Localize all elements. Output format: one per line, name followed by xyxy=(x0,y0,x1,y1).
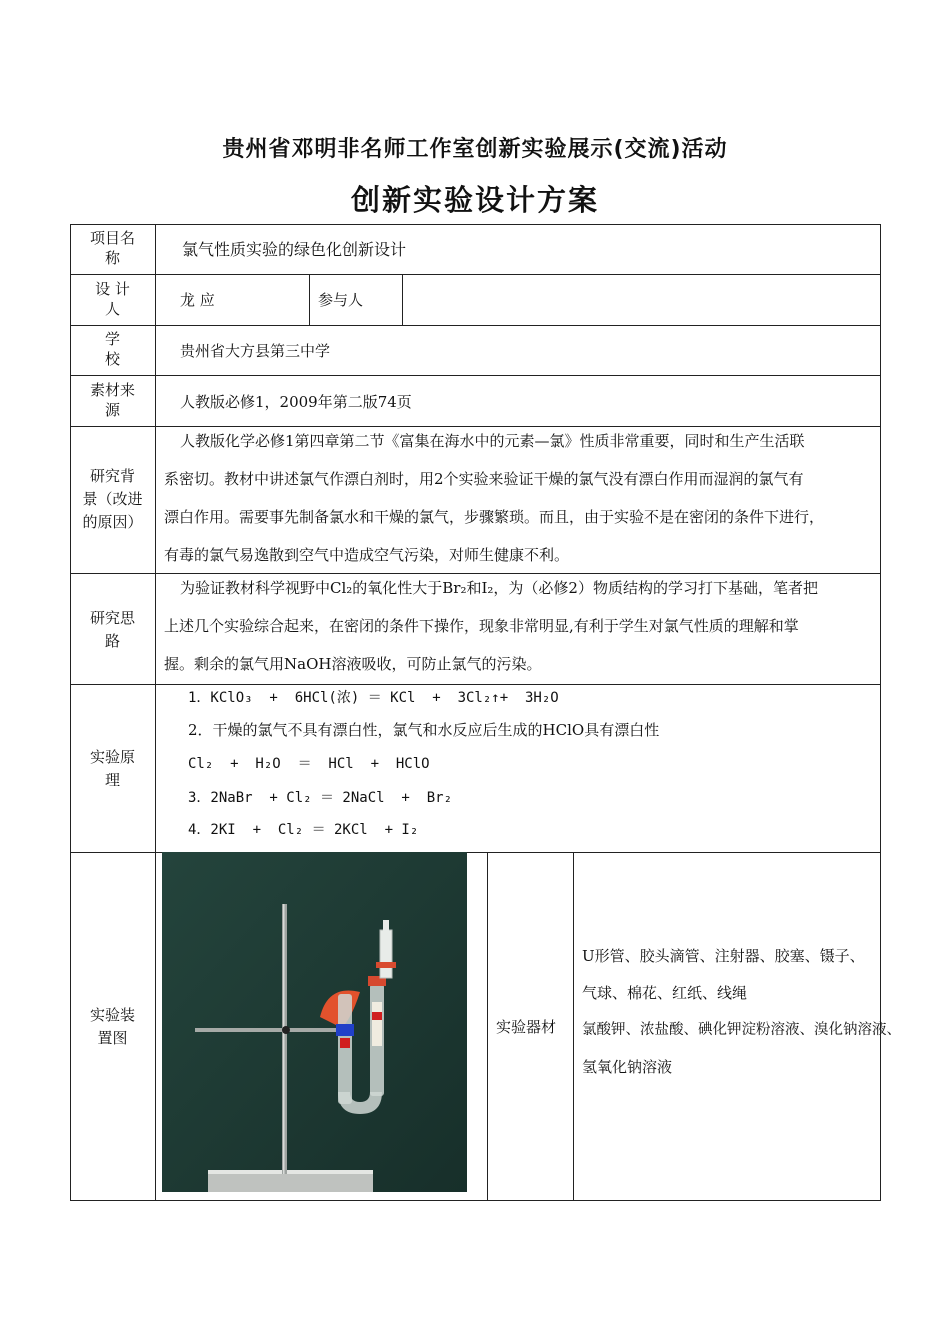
page-title: 贵州省邓明非名师工作室创新实验展示(交流)活动 xyxy=(222,137,728,162)
text-line: 上述几个实验综合起来，在密闭的条件下操作，现象非常明显,有利于学生对氯气性质的理解和掌 xyxy=(164,617,799,635)
row-divider xyxy=(70,274,881,275)
text-approach xyxy=(164,569,874,683)
value-designer: 龙 应 xyxy=(180,291,215,309)
text-background xyxy=(164,422,874,574)
label-apparatus: 实验装 置图 xyxy=(89,1006,135,1047)
label-participant: 参与人 xyxy=(318,291,364,309)
label-materials: 实验器材 xyxy=(496,1018,557,1036)
apparatus-photo xyxy=(162,852,467,1192)
formula-4: 4．2KI + Cl₂ ＝ 2KCl + I₂ xyxy=(188,822,419,838)
formula-2: Cl₂ + H₂O ＝ HCl + HClO xyxy=(188,756,430,772)
blue-tape-icon xyxy=(336,1024,354,1036)
text-line: 漂白作用。需要事先制备氯水和干燥的氯气，步骤繁琐。而且，由于实验不是在密闭的条件下进行， xyxy=(164,508,825,526)
text-line: 有毒的氯气易逸散到空气中造成空气污染，对师生健康不利。 xyxy=(164,546,570,564)
text-line: 为验证教材科学视野中Cl₂的氧化性大于Br₂和I₂，为（必修2）物质结构的学习打下基础，笔者把 xyxy=(180,579,818,597)
column-divider xyxy=(309,274,310,325)
text-line: 人教版化学必修1第四章第二节《富集在海水中的元素—氯》性质非常重要，同时和生产生活联 xyxy=(180,432,805,450)
label-school: 学 校 xyxy=(104,330,120,368)
column-divider xyxy=(402,274,403,325)
value-source: 人教版必修1，2009年第二版74页 xyxy=(180,393,412,411)
column-divider xyxy=(155,224,156,1201)
materials-line: 气球、棉花、红纸、线绳 xyxy=(582,984,748,1002)
row-divider xyxy=(70,375,881,376)
label-source: 素材来 源 xyxy=(89,381,135,419)
u-tube-icon xyxy=(338,994,352,1104)
column-divider xyxy=(487,852,488,1201)
formula-3: 3．2NaBr + Cl₂ ＝ 2NaCl + Br₂ xyxy=(188,790,453,806)
apparatus-illustration xyxy=(162,852,467,1192)
syringe-icon xyxy=(380,930,392,978)
row-divider xyxy=(70,325,881,326)
value-school: 贵州省大方县第三中学 xyxy=(180,342,331,360)
formula-1: 1．KClO₃ + 6HCl(浓) ＝ KCl + 3Cl₂↑+ 3H₂O xyxy=(188,690,559,706)
materials-line: 氢氧化钠溶液 xyxy=(582,1058,673,1076)
text-line: 握。剩余的氯气用NaOH溶液吸收，可防止氯气的污染。 xyxy=(164,655,542,673)
column-divider xyxy=(573,852,574,1201)
label-approach: 研究思 路 xyxy=(89,609,135,650)
label-project: 项目名 称 xyxy=(89,229,135,267)
red-paper-icon xyxy=(340,1038,350,1048)
page-subtitle: 创新实验设计方案 xyxy=(350,183,599,217)
label-designer: 设 计 人 xyxy=(95,280,130,318)
row-divider xyxy=(70,684,881,685)
materials-line: U形管、胶头滴管、注射器、胶塞、镊子、 xyxy=(582,947,865,965)
materials-line: 氯酸钾、浓盐酸、碘化钾淀粉溶液、溴化钠溶液、 xyxy=(582,1022,901,1038)
label-principle: 实验原 理 xyxy=(89,748,135,789)
materials-list xyxy=(582,938,901,1086)
clamp-arm-icon xyxy=(195,1028,345,1032)
label-background: 研究背 景（改进 的原因） xyxy=(82,467,143,531)
principle-2: 2．干燥的氯气不具有漂白性，氯气和水反应后生成的HClO具有漂白性 xyxy=(188,721,660,739)
value-project: 氯气性质实验的绿色化创新设计 xyxy=(182,240,407,259)
text-line: 系密切。教材中讲述氯气作漂白剂时，用2个实验来验证干燥的氯气没有漂白作用而湿润的氯气有 xyxy=(164,470,804,488)
